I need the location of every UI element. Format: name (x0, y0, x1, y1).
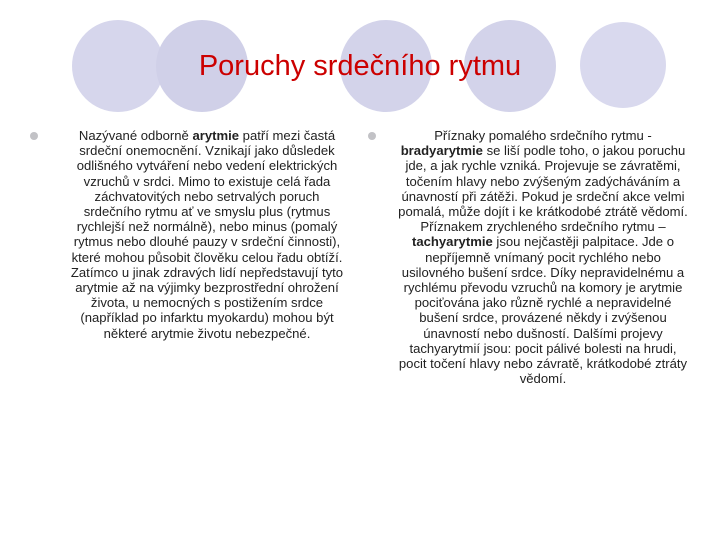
bullet-icon (30, 132, 38, 140)
bullet-icon (368, 132, 376, 140)
left-paragraph: Nazývané odborně arytmie patří mezi častá srdeční onemocnění. Vznikají jako důsledek odlišného vytváření nebo vedení elektrických vzruchů v srdci. Mimo to existuje celá řada záchvatovitých nebo setrvalých poruch srdečního rytmu ať ve smyslu plus (rytmus rychlejší než normálně), nebo minus (pomalý rytmus nebo dlouhé pauzy v srdeční činnosti), které mohou působit člověku celou řadu obtíží. Zatímco u jinak zdravých lidí nepředstavují tyto arytmie až na výjimky bezprostřední ohrožení života, u nemocných s postižením srdce (například po infarktu myokardu) mohou být některé arytmie životu nebezpečné. (70, 128, 344, 341)
slide-title: Poruchy srdečního rytmu (198, 50, 522, 82)
right-paragraph: Příznaky pomalého srdečního rytmu - bradyarytmie se liší podle toho, o jakou poruchu jde, a jak rychle vzniká. Projevuje se závratěmi, točením hlavy nebo zvýšeným zadýcháváním a únavností při zátěži. Pokud je srdeční akce velmi pomalá, může dojít i ke krátkodobé ztrátě vědomí. Příznakem zrychleného srdečního rytmu – tachyarytmie jsou nejčastěji palpitace. Jde o nepříjemně vnímaný pocit rychlého nebo usilovného bušení srdce. Díky nepravidelnému a rychlému převodu vzruchů na komory je arytmie pociťována jako různě rychlé a nepravidelné bušení srdce, provázené někdy i zvýšenou únavností nebo dušností. Dalšími projevy tachyarytmií jsou: pocit pálivé bolesti na hrudi, pocit točení hlavy nebo závratě, krátkodobé ztráty vědomí. (398, 128, 688, 387)
